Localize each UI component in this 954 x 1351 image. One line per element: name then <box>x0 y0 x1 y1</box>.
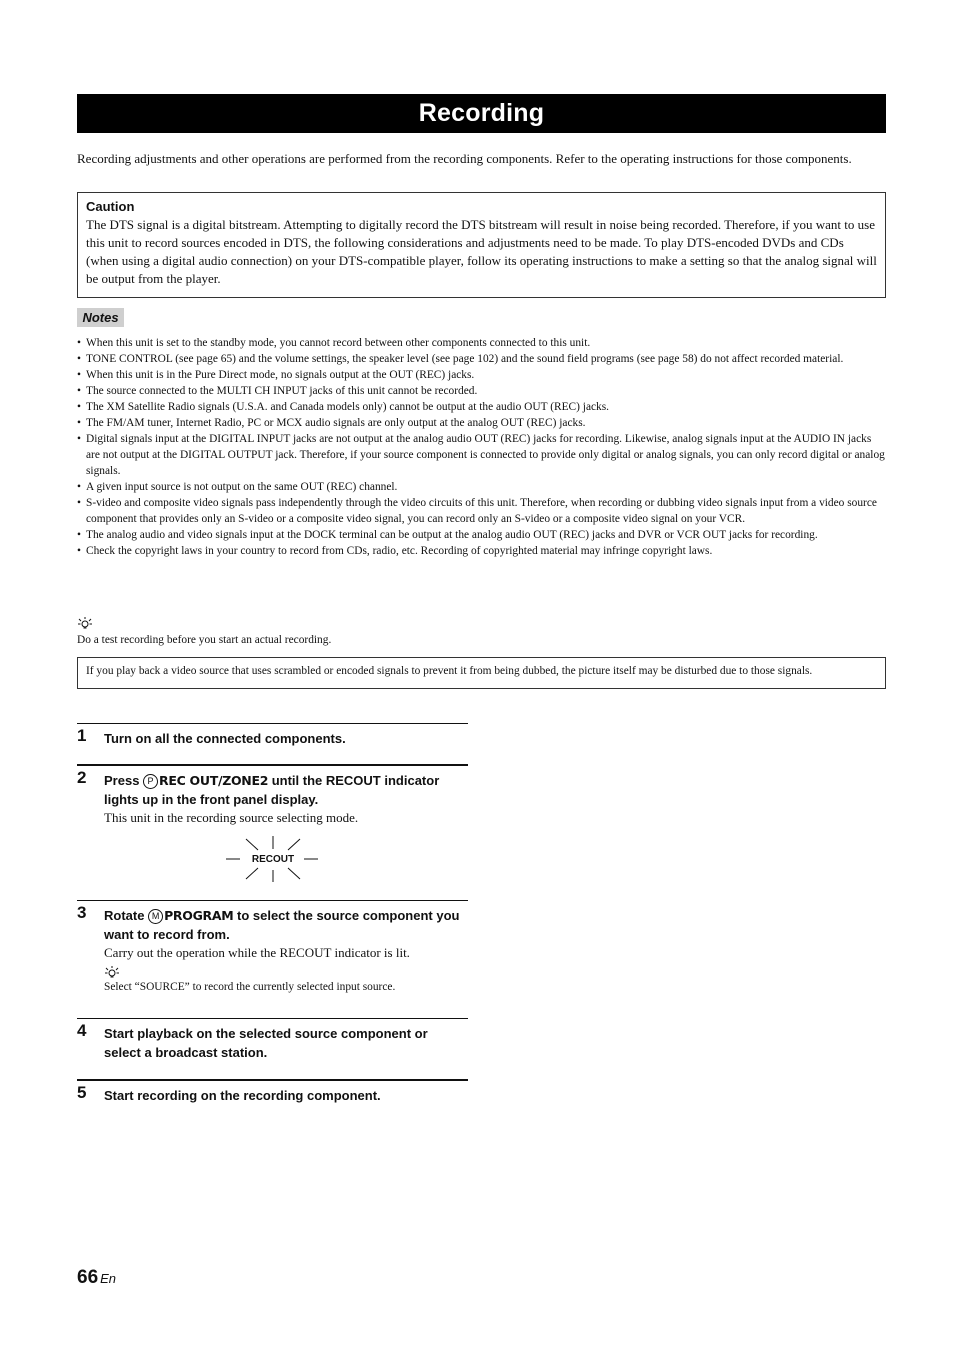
step-heading: Turn on all the connected components. <box>104 731 346 746</box>
step-1 <box>77 723 468 748</box>
caution-title: Caution <box>86 199 135 214</box>
step-heading: Start recording on the recording component. <box>104 1088 381 1103</box>
step-number: 3 <box>77 903 87 922</box>
tip-lightbulb-icon <box>77 616 93 630</box>
list-item: • The FM/AM tuner, Internet Radio, PC or MCX audio signals are only output at the analog OUT (REC) jacks. <box>77 415 887 431</box>
step-5 <box>77 1079 468 1105</box>
notes-list <box>77 335 887 559</box>
list-item: • TONE CONTROL (see page 65) and the volume settings, the speaker level (see page 102) and the sound field programs (see page 58) do not affect recorded material. <box>77 351 887 367</box>
step-body: Carry out the operation while the RECOUT indicator is lit. <box>104 945 410 960</box>
step-body: This unit in the recording source selecting mode. <box>104 810 359 825</box>
tip-text: Do a test recording before you start an actual recording. <box>77 634 332 646</box>
caution-box <box>77 192 886 298</box>
intro-paragraph: Recording adjustments and other operations are performed from the recording components. Refer to the operating instructions for those components. <box>77 151 852 166</box>
step-heading-pre: Rotate <box>104 908 149 923</box>
key-name: REC OUT/ZONE2 <box>159 773 269 788</box>
step-heading-pre: Press <box>104 773 144 788</box>
tip-lightbulb-icon <box>104 965 120 979</box>
list-item: • The XM Satellite Radio signals (U.S.A. and Canada models only) cannot be output at the audio OUT (REC) jacks. <box>77 399 887 415</box>
list-item: • Digital signals input at the DIGITAL INPUT jacks are not output at the analog audio OUT (REC) jacks for recording. Likewise, analog signals input at the AUDIO IN jacks are not output at the DIGITAL OUTPUT jack. Therefore, if your source component is connected to provide only digital or analog signals, you can only record digital or analog signals. <box>77 431 887 479</box>
recout-indicator-label: RECOUT <box>251 854 295 865</box>
step-number: 5 <box>77 1083 87 1102</box>
caution-text: The DTS signal is a digital bitstream. Attempting to digitally record the DTS bitstream will result in noise being recorded. Therefore, if you want to use this unit to record sources encoded in DTS, the following considerations and adjustments need to be made. To play DTS-encoded DVDs and CDs (when using a digital audio connection) on your DTS-compatible player, follow its operating instructions to make a setting so that the analog signal will be output from the player. <box>86 217 877 286</box>
step-number: 2 <box>77 768 87 787</box>
list-item: • When this unit is in the Pure Direct mode, no signals output at the OUT (REC) jacks. <box>77 367 887 383</box>
step-3 <box>77 900 468 995</box>
key-p-icon: P <box>143 774 158 789</box>
page-number-value: 66 <box>77 1267 99 1288</box>
step-number: 1 <box>77 726 87 745</box>
step-2 <box>77 764 468 827</box>
page-language: En <box>100 1271 117 1286</box>
scramble-note-text: If you play back a video source that uses scrambled or encoded signals to prevent it from being dubbed, the picture itself may be disturbed due to those signals. <box>86 665 813 677</box>
step-heading: Start playback on the selected source component or select a broadcast station. <box>104 1026 428 1060</box>
page-number <box>77 1267 116 1289</box>
list-item: • Check the copyright laws in your country to record from CDs, radio, etc. Recording of copyrighted material may infringe copyright laws. <box>77 543 887 559</box>
list-item: • The source connected to the MULTI CH INPUT jacks of this unit cannot be recorded. <box>77 383 887 399</box>
key-name: PROGRAM <box>164 908 234 923</box>
step-heading <box>104 771 468 809</box>
step-heading <box>104 906 468 944</box>
page-title: Recording <box>77 94 886 133</box>
notes-label: Notes <box>77 308 124 327</box>
list-item: • S-video and composite video signals pass independently through the video circuits of this unit. Therefore, when recording or dubbing video signals input from a video source component that provides only an S-video or a composite video signal, you can record only an S-video or a composite video signal on your VCR. <box>77 495 887 527</box>
step-heading-post: until the RECOUT indicator lights up in the front panel display. <box>104 773 440 807</box>
scramble-note-box <box>77 657 886 689</box>
step-4 <box>77 1018 468 1062</box>
step-number: 4 <box>77 1021 87 1040</box>
list-item: • When this unit is set to the standby mode, you cannot record between other components connected to this unit. <box>77 335 887 351</box>
key-m-icon: M <box>148 909 163 924</box>
step-tip-text: Select “SOURCE” to record the currently selected input source. <box>104 981 396 993</box>
list-item: • The analog audio and video signals input at the DOCK terminal can be output at the analog audio OUT (REC) jacks and DVR or VCR OUT jacks for recording. <box>77 527 887 543</box>
list-item: • A given input source is not output on the same OUT (REC) channel. <box>77 479 887 495</box>
recout-indicator-icon <box>222 834 322 884</box>
step-heading-post: to select the source component you want to record from. <box>104 908 460 942</box>
